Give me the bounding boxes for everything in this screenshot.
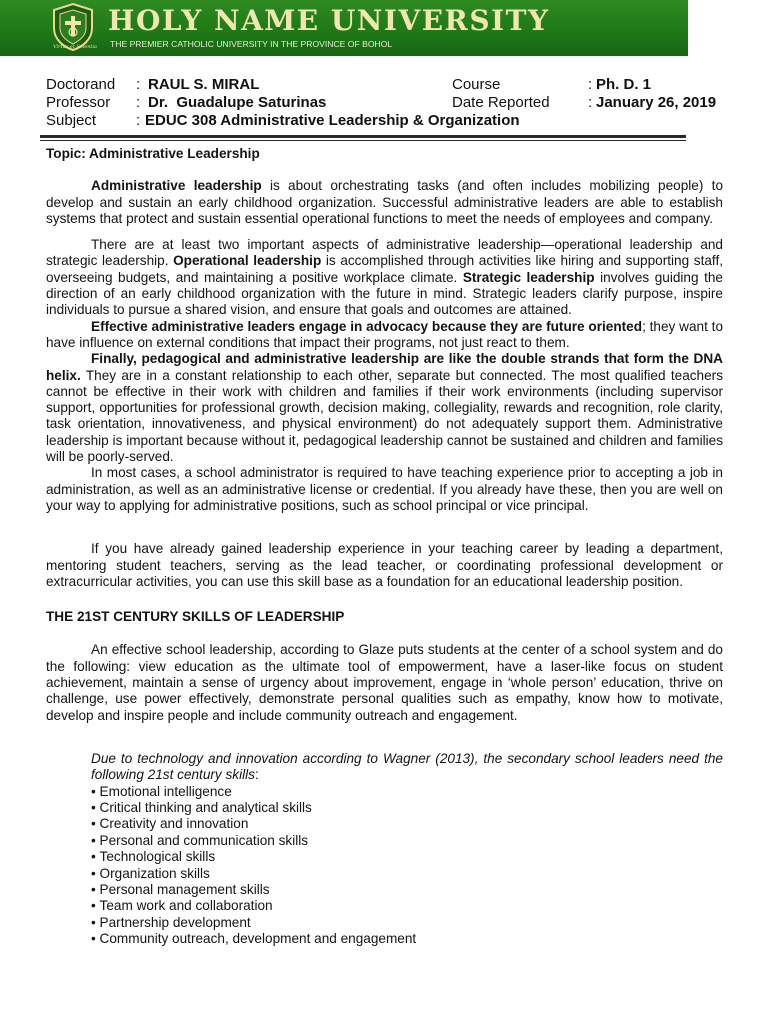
subject-value: EDUC 308 Administrative Leadership & Organization [145, 112, 520, 129]
list-item: • Critical thinking and analytical skills [91, 800, 723, 816]
header-rule [40, 135, 686, 138]
doctorand-label: Doctorand [46, 76, 116, 93]
p8-text: Due to technology and innovation according to Wagner (2013), the secondary school leaders need the following 21st century skills [91, 750, 723, 783]
paragraph-two-aspects [46, 237, 723, 318]
skills-list [46, 784, 723, 948]
section-heading-21st-century: THE 21ST CENTURY SKILLS OF LEADERSHIP [46, 609, 345, 625]
date-label: Date Reported [452, 94, 550, 111]
banner-edge [688, 0, 768, 56]
course-colon: : [588, 76, 593, 93]
p4-bold: Finally, pedagogical and administrative leadership are like the double strands that form the DNA helix. [46, 351, 723, 383]
subject-label: Subject [46, 112, 97, 129]
p2-text-2: is accomplished through activities like hiring and supporting staff, overseeing budgets, and maintaining a positive workplace climate. [46, 253, 723, 285]
course-label: Course [452, 76, 501, 93]
p2-bold-strategic: Strategic leadership [462, 269, 595, 285]
list-item: • Partnership development [91, 915, 723, 931]
p1-bold: Administrative leadership [91, 178, 262, 194]
date-value: January 26, 2019 [596, 94, 717, 111]
paragraph-dna-helix [46, 351, 723, 465]
list-item: • Organization skills [91, 866, 723, 882]
university-banner [0, 0, 688, 56]
paragraph-glaze: An effective school leadership, according to Glaze puts students at the center of a school system and do the following: view education as the ultimate tool of empowerment, have a laser-like focus on student achievement, maintain a sense of urgency about improvement, engage in ‘whole person’ education, thrive on challenge, use power effectively, demonstrate personal qualities such as empathy, know how to motivate, develop and inspire people and include community outreach and engagement. [46, 642, 723, 723]
subject-colon: : [136, 112, 141, 129]
paragraph-wagner [46, 751, 723, 784]
list-item: • Community outreach, development and engagement [91, 931, 723, 947]
p1-text: is about orchestrating tasks (and often includes mobilizing people) to develop and sustain an early childhood organization. Successful administrative leaders are able to establish systems that protect and sustain essential operational functions to meet the needs of employees and company. [46, 178, 724, 226]
document-body [46, 146, 723, 948]
list-item: • Personal management skills [91, 882, 723, 898]
university-name: HOLY NAME UNIVERSITY [108, 4, 550, 37]
list-item: • Personal and communication skills [91, 833, 723, 849]
seal-motto: Virtus et Scientia [52, 44, 98, 50]
header-rule-thin [40, 140, 686, 141]
p2-text-1: There are at least two important aspects of administrative leadership—operational leadership and strategic leadership. [46, 237, 723, 269]
professor-label: Professor [46, 94, 111, 111]
list-item: • Creativity and innovation [91, 816, 723, 832]
list-item: • Emotional intelligence [91, 784, 723, 800]
p2-text-3: involves guiding the direction of an early childhood organization with the future in mind. Strategic leaders clarify purpose, inspire individuals to pursue a shared vision, and ensure that goals and outcomes are attained. [46, 269, 723, 318]
professor-value: Dr. Guadalupe Saturinas [148, 94, 327, 111]
paragraph-advocacy [46, 319, 723, 352]
list-item: • Team work and collaboration [91, 898, 723, 914]
list-item: • Technological skills [91, 849, 723, 865]
p4-text: They are in a constant relationship to each other, separate but connected. The most qualified teachers cannot be effective in their work with children and families if their work environments (including supervisor support, opportunities for professional growth, decision making, collegiality, rewards and recognition, role clarity, task orientation, innovativeness, and physical environment) do not adequately support them. Administrative leadership is important because without it, pedagogical leadership cannot be sustained and children and families will be poorly-served. [46, 367, 723, 465]
paragraph-leadership-experience: If you have already gained leadership experience in your teaching career by leading a department, mentoring student teachers, serving as the lead teacher, or coordinating professional development or extracurricular activities, you can use this skill base as a foundation for an educational leadership position. [46, 541, 723, 589]
university-tagline: THE PREMIER CATHOLIC UNIVERSITY IN THE PROVINCE OF BOHOL [110, 39, 393, 49]
p3-bold: Effective administrative leaders engage in advocacy because they are future oriented [91, 318, 643, 334]
date-colon: : [588, 94, 593, 111]
topic-heading: Topic: Administrative Leadership [46, 146, 260, 161]
doctorand-value: RAUL S. MIRAL [148, 76, 260, 93]
paragraph-teaching-experience: In most cases, a school administrator is required to have teaching experience prior to accepting a job in administration, as well as an administrative license or credential. If you already have these, then you are well on your way to applying for administrative positions, such as school principal or vice principal. [46, 465, 723, 513]
p2-bold-operational: Operational leadership [173, 253, 322, 269]
course-value: Ph. D. 1 [596, 76, 652, 93]
paragraph-administrative-leadership [46, 178, 723, 227]
doctorand-colon: : [136, 76, 141, 93]
p8-colon: : [254, 767, 259, 783]
professor-colon: : [136, 94, 141, 111]
p3-text: ; they want to have influence on external conditions that impact their programs, not just react to them. [46, 318, 724, 350]
